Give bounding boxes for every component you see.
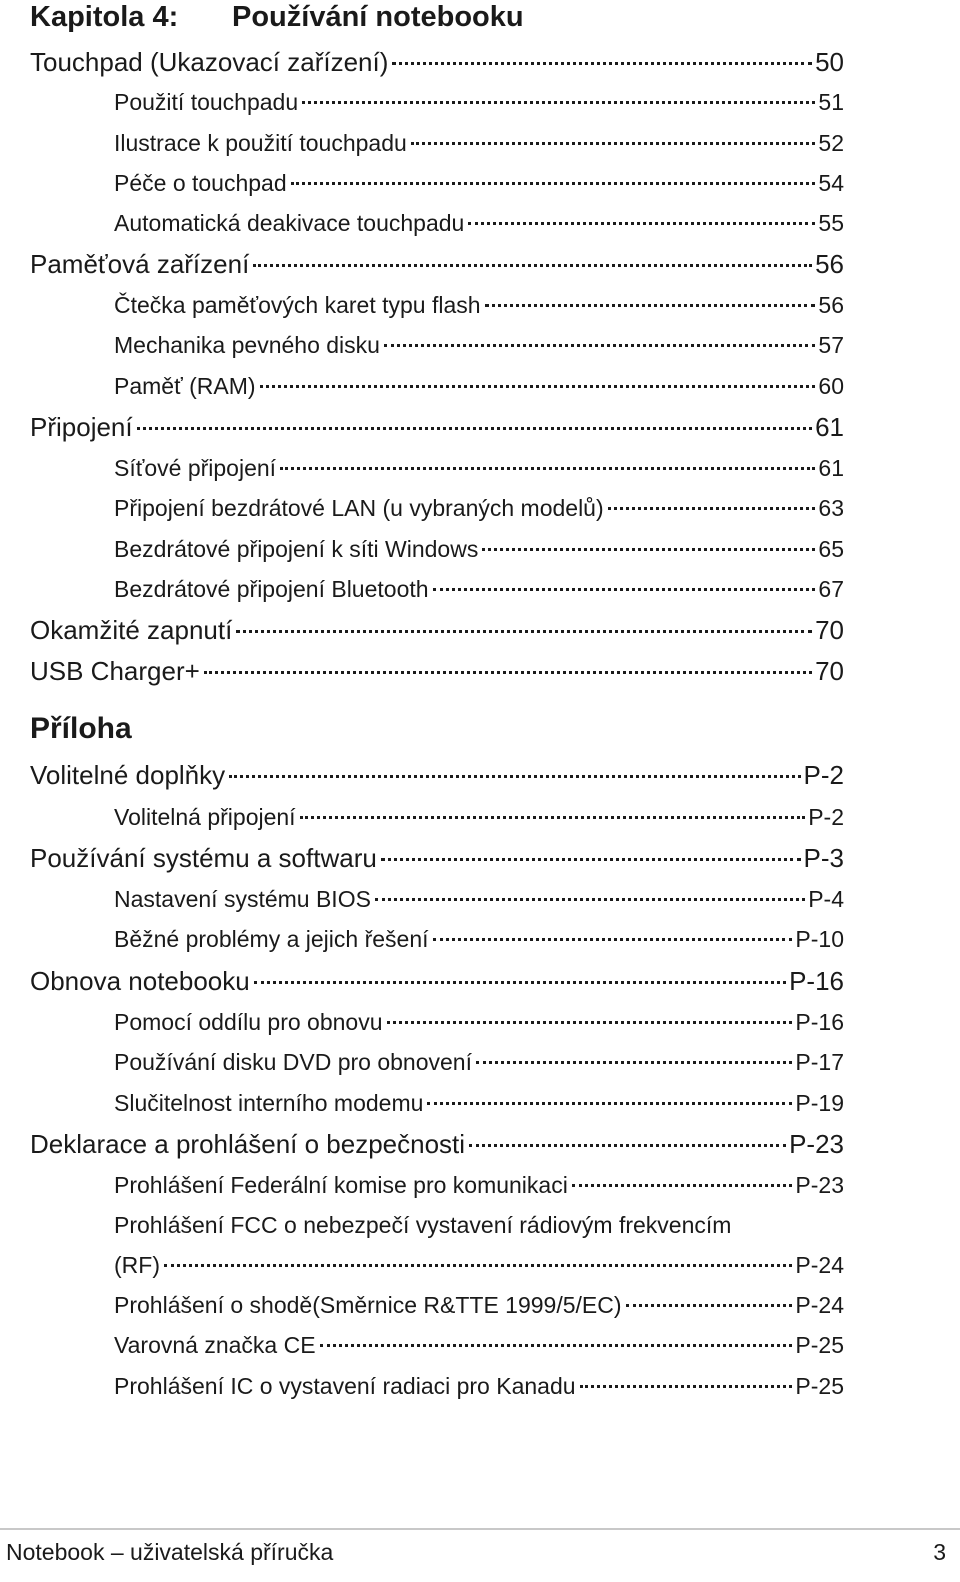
toc-page-number: 50: [815, 47, 844, 77]
toc-page-number: 70: [815, 656, 844, 686]
toc-page-number: 56: [818, 292, 844, 318]
toc-page-number: P-19: [795, 1090, 844, 1116]
dot-leader: [280, 467, 815, 470]
toc-entry-label: Použití touchpadu: [114, 89, 299, 115]
dot-leader: [572, 1184, 793, 1187]
toc-entry-label: Péče o touchpad: [114, 170, 287, 196]
footer-title: Notebook – uživatelská příručka: [6, 1539, 334, 1565]
toc-entry-label: USB Charger+: [30, 656, 200, 686]
toc-entry-label: Síťové připojení: [114, 455, 277, 481]
dot-leader: [291, 182, 816, 185]
toc-entry[interactable]: [30, 407, 844, 447]
toc-page-number: P-24: [795, 1252, 844, 1278]
toc-entry[interactable]: [30, 244, 844, 284]
dot-leader: [254, 981, 786, 984]
toc-entry-label: Paměť (RAM): [114, 373, 256, 399]
toc-entry-label: Používání disku DVD pro obnovení: [114, 1049, 472, 1075]
toc-entry[interactable]: [30, 838, 844, 878]
dot-leader: [236, 630, 812, 633]
toc-subentry[interactable]: [114, 488, 844, 528]
toc-subentry[interactable]: [114, 325, 844, 365]
toc-entry-label: (RF): [114, 1252, 160, 1278]
toc-entry[interactable]: [30, 755, 844, 795]
toc-page-number: P-16: [795, 1009, 844, 1035]
dot-leader: [392, 62, 812, 65]
toc-entry-label: Připojení bezdrátové LAN (u vybraných modelů): [114, 495, 604, 521]
dot-leader: [229, 775, 800, 778]
toc-subentry[interactable]: [114, 879, 844, 919]
toc-page-number: P-23: [789, 1129, 844, 1159]
toc-entry-label: Nastavení systému BIOS: [114, 886, 371, 912]
toc-entry[interactable]: [30, 42, 844, 82]
dot-leader: [427, 1102, 792, 1105]
toc-entry-label: Prohlášení Federální komise pro komunikaci: [114, 1172, 568, 1198]
dot-leader: [469, 1144, 786, 1147]
toc-page-number: 65: [818, 536, 844, 562]
toc-subentry[interactable]: [114, 285, 844, 325]
toc-entry-label: Čtečka paměťových karet typu flash: [114, 292, 481, 318]
toc-entry-label: Volitelná připojení: [114, 804, 296, 830]
toc-page-number: 61: [818, 455, 844, 481]
toc-page-number: P-10: [795, 926, 844, 952]
toc-entry-label: Prohlášení o shodě(Směrnice R&TTE 1999/5/EC): [114, 1292, 622, 1318]
dot-leader: [387, 1021, 793, 1024]
toc-page-number: P-17: [795, 1049, 844, 1075]
dot-leader: [433, 588, 816, 591]
toc-page-number: 61: [815, 412, 844, 442]
toc-page-number: 63: [818, 495, 844, 521]
toc-page-number: 57: [818, 332, 844, 358]
footer-page-number: 3: [933, 1539, 946, 1565]
toc-page-number: P-2: [808, 804, 844, 830]
dot-leader: [476, 1061, 792, 1064]
dot-leader: [580, 1385, 793, 1388]
toc-subentry[interactable]: [114, 1285, 844, 1325]
toc-entry-label: Volitelné doplňky: [30, 760, 226, 790]
toc-subentry[interactable]: [114, 366, 844, 406]
toc-page-number: P-2: [803, 760, 844, 790]
dot-leader: [164, 1264, 792, 1267]
toc-entry-label: Používání systému a softwaru: [30, 843, 377, 873]
toc-subentry[interactable]: [114, 203, 844, 243]
toc-entry-label: Ilustrace k použití touchpadu: [114, 130, 407, 156]
toc-page-number: P-16: [789, 966, 844, 996]
toc-subentry[interactable]: [114, 1083, 844, 1123]
toc-entry-label: Touchpad (Ukazovací zařízení): [30, 47, 389, 77]
dot-leader: [485, 304, 816, 307]
toc-subentry[interactable]: [114, 1002, 844, 1042]
toc-entry-label: Běžné problémy a jejich řešení: [114, 926, 429, 952]
appendix-heading: Příloha: [30, 712, 132, 745]
toc-entry[interactable]: [30, 610, 844, 650]
toc-subentry[interactable]: [114, 82, 844, 122]
toc-entry-label: Prohlášení IC o vystavení radiaci pro Kanadu: [114, 1373, 576, 1399]
toc-entry-label[interactable]: Prohlášení FCC o nebezpečí vystavení rádiovým frekvencím: [114, 1212, 732, 1238]
toc-entry-label: Bezdrátové připojení k síti Windows: [114, 536, 479, 562]
dot-leader: [253, 264, 812, 267]
toc-page-number: 56: [815, 249, 844, 279]
toc-page-number: P-3: [803, 843, 844, 873]
toc-page-number: P-25: [795, 1332, 844, 1358]
toc-page-number: 55: [818, 210, 844, 236]
dot-leader: [300, 816, 806, 819]
toc-subentry[interactable]: [114, 797, 844, 837]
toc-subentry[interactable]: [114, 919, 844, 959]
toc-entry[interactable]: [30, 651, 844, 691]
dot-leader: [375, 898, 805, 901]
toc-entry-label: Okamžité zapnutí: [30, 615, 233, 645]
toc-subentry[interactable]: [114, 1245, 844, 1285]
dot-leader: [204, 671, 812, 674]
toc-subentry[interactable]: [114, 529, 844, 569]
toc-subentry[interactable]: [114, 1325, 844, 1365]
toc-page-number: P-23: [795, 1172, 844, 1198]
toc-page-number: P-4: [808, 886, 844, 912]
toc-subentry[interactable]: [114, 123, 844, 163]
dot-leader: [482, 548, 815, 551]
toc-page-number: P-25: [795, 1373, 844, 1399]
toc-entry-label: Připojení: [30, 412, 133, 442]
dot-leader: [411, 142, 816, 145]
toc-subentry[interactable]: [114, 448, 844, 488]
toc-subentry[interactable]: [114, 1366, 844, 1406]
chapter-number: Kapitola 4:: [30, 1, 179, 33]
toc-page-number: 54: [818, 170, 844, 196]
toc-entry[interactable]: [30, 961, 844, 1001]
toc-entry-label: Obnova notebooku: [30, 966, 250, 996]
dot-leader: [137, 427, 812, 430]
toc-page-number: 70: [815, 615, 844, 645]
toc-page-number: 60: [818, 373, 844, 399]
dot-leader: [302, 101, 815, 104]
toc-entry-label: Pomocí oddílu pro obnovu: [114, 1009, 383, 1035]
toc-subentry[interactable]: [114, 1165, 844, 1205]
toc-page-number: 67: [818, 576, 844, 602]
dot-leader: [384, 344, 815, 347]
toc-page-number: 52: [818, 130, 844, 156]
toc-subentry[interactable]: [114, 1042, 844, 1082]
toc-entry-label: Paměťová zařízení: [30, 249, 250, 279]
toc-subentry[interactable]: [114, 163, 844, 203]
dot-leader: [626, 1304, 793, 1307]
toc-entry-label: Bezdrátové připojení Bluetooth: [114, 576, 429, 602]
dot-leader: [608, 507, 816, 510]
dot-leader: [433, 938, 793, 941]
toc-subentry[interactable]: [114, 569, 844, 609]
toc-entry-label: Mechanika pevného disku: [114, 332, 380, 358]
dot-leader: [381, 858, 801, 861]
dot-leader: [320, 1344, 793, 1347]
toc-page-number: 51: [818, 89, 844, 115]
toc-entry-label: Deklarace a prohlášení o bezpečnosti: [30, 1129, 466, 1159]
toc-entry-label: Varovná značka CE: [114, 1332, 316, 1358]
toc-entry[interactable]: [30, 1124, 844, 1164]
dot-leader: [260, 385, 816, 388]
toc-entry-label: Automatická deakivace touchpadu: [114, 210, 465, 236]
chapter-heading: [30, 0, 524, 34]
toc-entry-label: Slučitelnost interního modemu: [114, 1090, 424, 1116]
dot-leader: [468, 222, 815, 225]
chapter-title: Používání notebooku: [232, 1, 524, 33]
footer-divider: [0, 1528, 960, 1530]
toc-page-number: P-24: [795, 1292, 844, 1318]
